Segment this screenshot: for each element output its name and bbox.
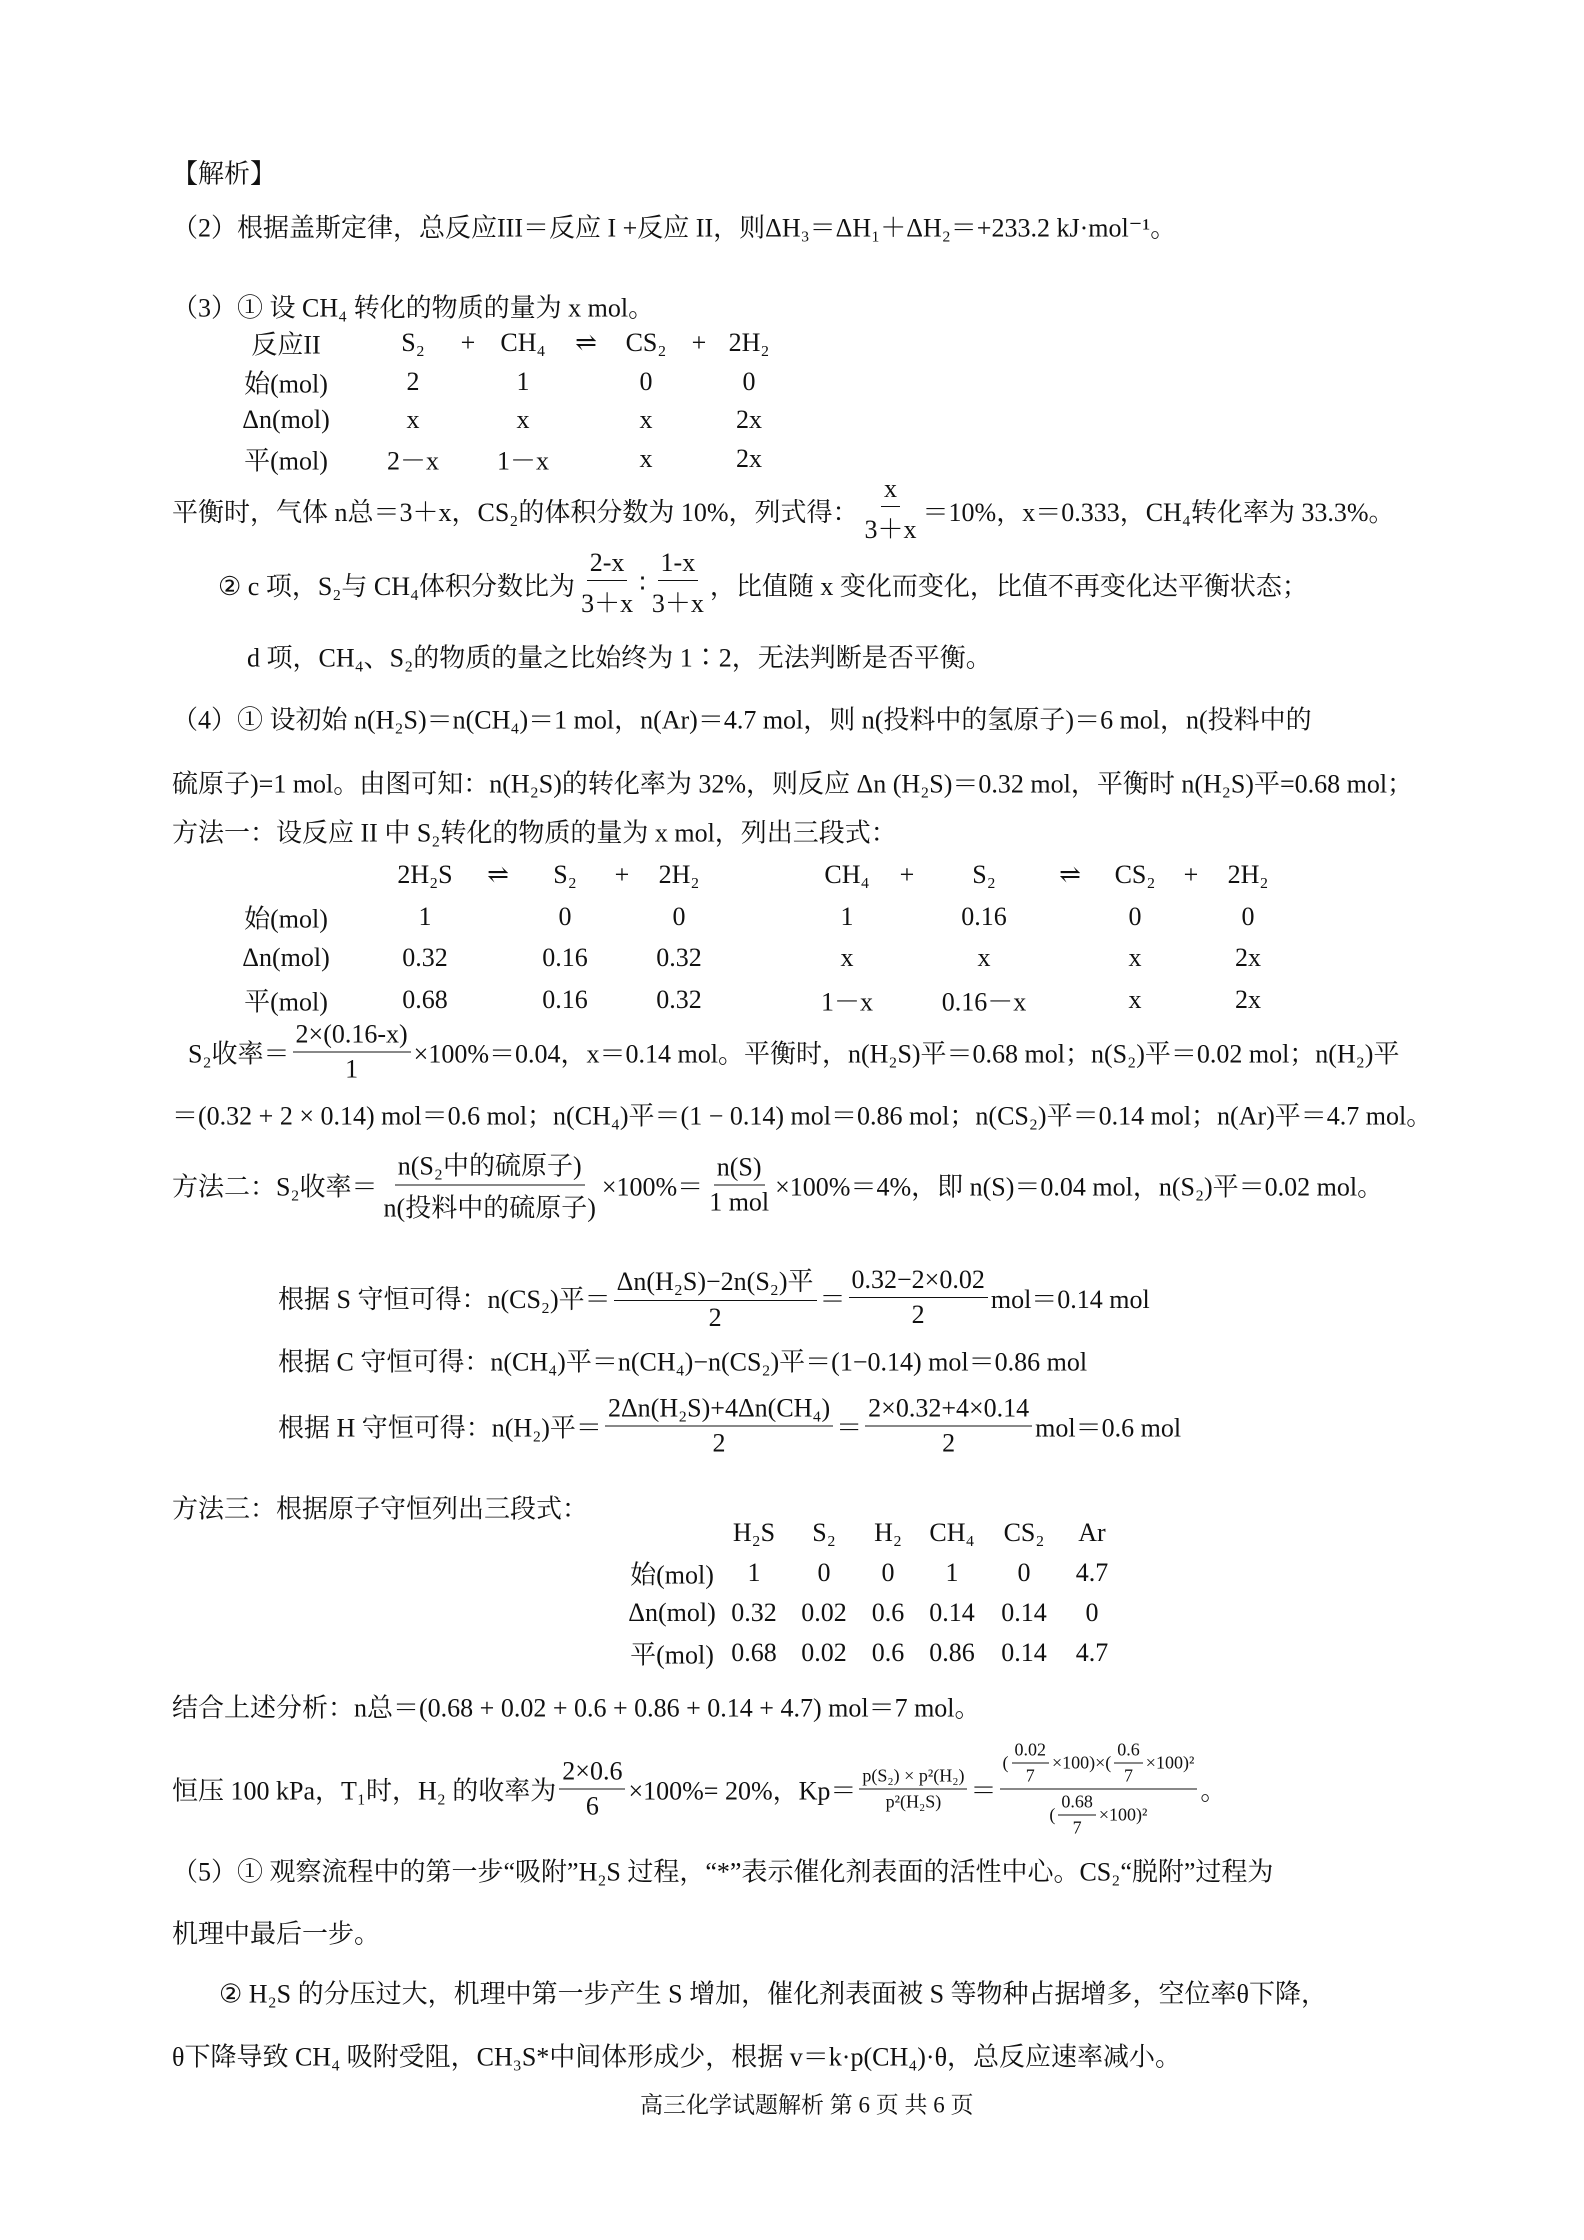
denominator [1046,1790,1150,1839]
numerator [559,1757,625,1790]
table-row-label: 平(mol) [630,1640,714,1670]
table-cell: x [840,943,854,972]
paragraph-line-p5-1 [172,1852,1273,1889]
table-cell: 0.14 [929,1598,975,1627]
table-cell: 0.86 [929,1638,975,1667]
table-cell: 0 [639,367,653,396]
fraction [849,1265,988,1330]
denominator [649,581,707,620]
table-cell: 0.32 [731,1598,777,1627]
table-header-cell: ⇌ [575,328,597,357]
denominator [1121,1764,1136,1787]
fraction [293,1020,411,1085]
table-row-label: 平(mol) [244,987,328,1017]
paragraph-line-p5-1b [172,1914,380,1951]
table-cell: 0 [881,1558,895,1587]
paragraph-line-p3-eq [172,474,1395,546]
numerator [1000,1740,1198,1790]
numerator [849,1265,988,1298]
table-header-cell: H₂S [732,1518,776,1547]
text-run: 根据 C 守恒可得：n(CH₄)平＝n(CH₄)−n(CS₂)平＝(1−0.14) mol＝0.86 mol [278,1347,1088,1377]
text-run: ∶ [639,569,646,598]
text-run: mol＝0.6 mol [1035,1413,1182,1443]
text-run: 2×0.6 [562,1756,623,1786]
text-run: ＝10%，x＝0.333，CH₄转化率为 33.3%。 [922,497,1395,527]
table-cell: 1－x [496,446,550,476]
table-cell: 0.32 [402,943,448,972]
text-run: 1 mol [709,1187,770,1217]
denominator [909,1298,928,1330]
text-run: 方法二：S₂收率＝ [172,1172,378,1202]
table-header-cell: 2H₂ [1227,860,1269,889]
numerator [714,1153,765,1186]
table-header-cell: CH₄ [500,328,546,357]
table-header-cell: S₂ [553,860,577,889]
table-cell: 0.32 [656,985,702,1014]
table-cell: 0 [817,1558,831,1587]
paragraph-line-p3-1 [172,288,654,325]
denominator [1023,1764,1038,1787]
table-cell: x [977,943,991,972]
denominator [578,581,636,620]
table-cell: 0.02 [801,1598,847,1627]
text-run: Δn(H₂S)−2n(S₂)平 [616,1267,814,1296]
text-run: ×100%＝0.04，x＝0.14 mol。平衡时，n(H₂S)平＝0.68 mol；n(S₂)平＝0.02 mol；n(H₂)平 [413,1039,1400,1069]
text-run: ，比值随 x 变化而变化，比值不再变化达平衡状态； [709,571,1308,601]
text-run: 2 [708,1303,722,1332]
text-run: 2×(0.16-x) [295,1019,408,1049]
text-run: 方法一：设反应 II 中 S₂转化的物质的量为 x mol，列出三段式： [172,818,897,848]
text-run: ×100)² [1098,1804,1148,1825]
numerator [1114,1740,1143,1764]
table-header-cell: Ar [1078,1518,1106,1547]
paragraph-line-m2-c [278,1342,1087,1379]
text-run: 0.02 [1014,1739,1046,1760]
text-run: 根据 S 守恒可得：n(CS₂)平＝ [278,1284,611,1314]
table-row-label: 始(mol) [244,369,328,399]
paragraph-line-m2 [172,1146,1383,1225]
table-cell: 2x [736,444,762,473]
text-run: 7 [1025,1765,1035,1786]
table-cell: 0.14 [1001,1598,1047,1627]
table-cell: 4.7 [1075,1558,1109,1587]
table-header-cell: 2H₂ [728,328,770,357]
fraction [614,1261,817,1333]
text-run: 2 [911,1299,925,1329]
paragraph-line-m3 [172,1489,588,1526]
text-run: （3）① 设 CH₄ 转化的物质的量为 x mol。 [172,293,655,323]
fraction [1058,1792,1096,1839]
table-row-label: 始(mol) [244,904,328,934]
table-cell: x [1128,943,1142,972]
table-header-cell: + [899,860,915,889]
table-header-cell: H₂ [874,1518,902,1547]
text-run: ＝ [819,1284,846,1314]
text-run: 2Δn(H₂S)+4Δn(CH₄) [607,1393,831,1423]
fraction [605,1394,833,1459]
table-cell: 1－x [820,987,874,1017]
table-cell: 0.68 [402,985,448,1014]
table-cell: 0 [1085,1598,1099,1627]
table-cell: 2x [736,405,762,434]
text-run: 。 [1200,1776,1227,1806]
table-cell: 2 [406,367,420,396]
table-cell: 0 [1241,902,1255,931]
text-run: p²(H₂S) [885,1791,942,1812]
text-run: （4）① 设初始 n(H₂S)＝n(CH₄)＝1 mol，n(Ar)＝4.7 mol，则 n(投料中的氢原子)＝6 mol，n(投料中的 [172,705,1312,735]
fraction [1000,1740,1198,1839]
paragraph-line-sum [172,1688,981,1725]
table-cell: 0 [1017,1558,1031,1587]
table-header-cell: CH₄ [824,860,870,889]
denominator [583,1790,602,1822]
paragraph-line-m2-h [278,1394,1181,1459]
table-header-cell: CS₂ [1003,1518,1045,1547]
denominator [939,1427,958,1459]
table-header-cell: S₂ [401,328,425,357]
numerator [605,1394,833,1427]
numerator [1058,1792,1096,1816]
table-header-cell: 2H₂ [658,860,700,889]
table-cell: 0 [672,902,686,931]
text-run: ② H₂S 的分压过大，机理中第一步产生 S 增加，催化剂表面被 S 等物种占据增多，空位率θ下降， [219,1979,1327,2009]
text-run: 3＋x [581,589,634,618]
numerator [859,1766,967,1790]
paragraph-line-p3-d [247,638,992,675]
text-run: p(S₂) × p²(H₂) [862,1765,965,1786]
text-run: ×100%＝ [601,1172,704,1202]
table-cell: x [639,405,653,434]
text-run: mol＝0.14 mol [990,1284,1150,1314]
table-cell: x [1128,985,1142,1014]
table-cell: 0.16 [542,943,588,972]
text-run: ＝ [836,1413,863,1443]
text-run: 3＋x [651,589,704,618]
table-cell: 0.32 [656,943,702,972]
table-cell: 2x [1235,985,1261,1014]
fraction [559,1757,625,1822]
fraction [865,1394,1032,1459]
paragraph-line-m2-s [278,1261,1150,1333]
numerator [587,548,628,581]
text-run: d 项，CH₄、S₂的物质的量之比始终为 1∶2，无法判断是否平衡。 [247,643,992,673]
text-run: ×100%＝4%，即 n(S)＝0.04 mol，n(S₂)平＝0.02 mol。 [775,1172,1384,1202]
text-run: ×100)² [1145,1752,1195,1773]
table-header-cell: ⇌ [487,860,509,889]
paragraph-line-m1-yield [188,1020,1399,1085]
table-cell: 0.16－x [941,987,1027,1017]
table-cell: 1 [418,902,432,931]
text-run: ×100)×( [1052,1752,1112,1773]
table-row-label: Δn(mol) [242,405,330,434]
fraction [859,1766,967,1813]
text-run: ×100%= 20%，Kp＝ [628,1776,857,1806]
table-cell: 1 [747,1558,761,1587]
numerator [614,1261,817,1301]
table-cell: 0.16 [961,902,1007,931]
text-run: （2）根据盖斯定律，总反应III＝反应 I +反应 II，则ΔH₃＝ΔH₁＋ΔH₂＝+233.2 kJ·mol⁻¹。 [172,213,1177,243]
text-run: 6 [585,1791,599,1821]
denominator [1070,1816,1085,1839]
table-header-cell: 反应II [251,330,321,360]
table-header-cell: 2H₂S [397,860,453,889]
fraction [1012,1740,1050,1787]
table-header-cell: S₂ [812,1518,836,1547]
text-run: 2×0.32+4×0.14 [868,1393,1030,1423]
denominator [342,1053,361,1085]
text-run: ＝ [970,1776,997,1806]
numerator [865,1394,1032,1427]
table-header-cell: CH₄ [929,1518,975,1547]
text-run: ＝(0.32 + 2 × 0.14) mol＝0.6 mol；n(CH₄)平＝(1 − 0.14) mol＝0.86 mol；n(CS₂)平＝0.14 mol；n(Ar)平＝4.7 mol。 [172,1101,1433,1131]
table-cell: 0.14 [1001,1638,1047,1667]
table-cell: 1 [945,1558,959,1587]
fraction [1114,1740,1143,1787]
numerator [1012,1740,1050,1764]
fraction [578,548,636,620]
text-run: 1 [345,1054,359,1084]
text-run: 0.6 [1117,1739,1140,1760]
denominator [706,1186,772,1218]
text-run: 结合上述分析：n总＝(0.68 + 0.02 + 0.6 + 0.86 + 0.14 + 4.7) mol＝7 mol。 [172,1693,981,1723]
fraction [706,1153,772,1218]
heading: 【解析】 [172,159,277,189]
numerator [658,548,699,581]
numerator [395,1146,585,1186]
paragraph-line-p4-2 [172,764,1413,801]
table-header-cell: ⇌ [1059,860,1081,889]
paragraph-line-m1-cont [172,1096,1432,1133]
table-cell: 4.7 [1075,1638,1109,1667]
text-run: 硫原子)=1 mol。由图可知：n(H₂S)的转化率为 32%，则反应 Δn (H₂S)＝0.32 mol，平衡时 n(H₂S)平=0.68 mol； [172,769,1414,799]
table-header-cell: + [1183,860,1199,889]
table-cell: 0.6 [871,1638,905,1667]
text-run: 根据 H 守恒可得：n(H₂)平＝ [278,1413,602,1443]
table-row-label: 平(mol) [244,446,328,476]
table-cell: 0.02 [801,1638,847,1667]
numerator [881,474,900,507]
paragraph-line-p5-2b [172,2037,1181,2074]
paragraph-line-p3-2 [218,548,1308,620]
table-cell: 2x [1235,943,1261,972]
text-run: 3＋x [864,515,917,544]
text-run: 2 [942,1428,956,1458]
table-cell: 1 [516,367,530,396]
table-cell: 1 [840,902,854,931]
table-cell: 0 [1128,902,1142,931]
text-run: 恒压 100 kPa，T₁时，H₂ 的收率为 [172,1776,557,1806]
paragraph-line-p5-2 [219,1974,1327,2011]
text-run: 平衡时，气体 n总＝3＋x，CS₂的体积分数为 10%，列式得： [172,497,859,527]
table-header-cell: S₂ [972,860,996,889]
table-header-cell: + [614,860,630,889]
table-cell: 0.16 [542,985,588,1014]
denominator [706,1301,725,1333]
table-cell: x [516,405,530,434]
table-cell: x [639,444,653,473]
text-run: 方法三：根据原子守恒列出三段式： [172,1494,589,1524]
text-run: x [884,474,898,503]
page-footer: 高三化学试题解析 第 6 页 共 6 页 [640,2092,974,2118]
paragraph-line-p4-1 [172,700,1312,737]
table-cell: 0.6 [871,1598,905,1627]
numerator [293,1020,411,1053]
paragraph-line-kp [172,1740,1226,1839]
text-run: n(S) [716,1152,762,1182]
text-run: θ下降导致 CH₄ 吸附受阻，CH₃S*中间体形成少，根据 v＝k·p(CH₄)·θ，总反应速率减小。 [172,2042,1182,2072]
text-run: 0.68 [1061,1791,1093,1812]
text-run: ( [1002,1752,1009,1773]
table-cell: 0 [558,902,572,931]
text-run: （5）① 观察流程中的第一步“吸附”H₂S 过程，“*”表示催化剂表面的活性中心。CS₂“脱附”过程为 [172,1857,1274,1887]
text-run: ( [1049,1804,1056,1825]
paragraph-line-m1 [172,813,897,850]
fraction [649,548,707,620]
table-cell: 2－x [386,446,440,476]
text-run: 7 [1124,1765,1134,1786]
text-run: 2 [712,1428,726,1458]
denominator [883,1790,945,1813]
text-run: 7 [1072,1817,1082,1838]
text-run: 2-x [589,548,625,577]
table-header-cell: CS₂ [625,328,667,357]
table-cell: 0.68 [731,1638,777,1667]
text-run: ② c 项，S₂与 CH₄体积分数比为 [218,571,576,601]
text-run: 0.32−2×0.02 [851,1264,985,1294]
paragraph-line-p2 [172,208,1176,245]
table-row-label: Δn(mol) [628,1598,716,1627]
text-run: 1-x [660,548,696,577]
text-run: 机理中最后一步。 [172,1919,381,1949]
table-row-label: 始(mol) [630,1560,714,1590]
table-header-cell: CS₂ [1114,860,1156,889]
table-header-cell: + [460,328,476,357]
text-run: n(S₂中的硫原子) [397,1151,582,1181]
text-run: S₂收率＝ [188,1039,290,1069]
fraction [381,1146,599,1225]
fraction [862,474,920,546]
denominator [710,1427,729,1459]
table-header-cell: + [691,328,707,357]
denominator [862,507,920,546]
denominator [381,1186,599,1225]
table-row-label: Δn(mol) [242,943,330,972]
table-cell: x [406,405,420,434]
table-cell: 0 [742,367,756,396]
text-run: n(投料中的硫原子) [383,1193,596,1223]
